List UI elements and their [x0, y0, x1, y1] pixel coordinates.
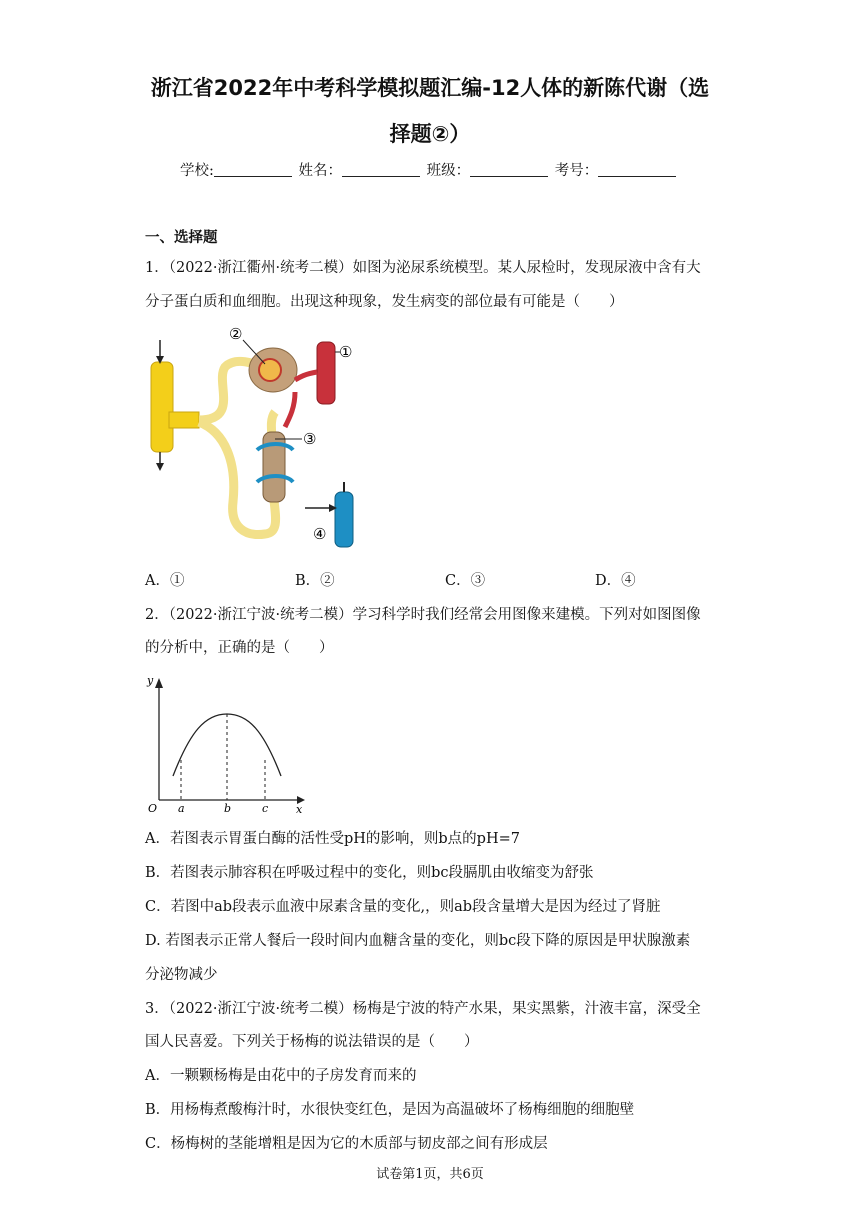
school-blank[interactable] — [214, 162, 292, 177]
student-info-row — [180, 159, 678, 180]
q2-stem-line2: 的分析中，正确的是（ ） — [145, 640, 334, 656]
renal-artery-shape — [317, 342, 335, 404]
page-title-line2: 择题②） — [389, 122, 471, 146]
artery-branch-shape — [295, 372, 317, 380]
arrow-head-icon — [156, 463, 164, 471]
name-blank[interactable] — [342, 162, 420, 177]
q2-option-d-line1[interactable]: D. 若图表示正常人餐后一段时间内血糖含量的变化，则bc段下降的原因是甲状腺激素 — [145, 933, 691, 949]
bladder-branch-shape — [169, 412, 199, 428]
exam-no-blank[interactable] — [598, 162, 676, 177]
exam-no-label: 考号： — [554, 163, 599, 179]
label-1: ① — [339, 343, 353, 361]
q3-stem-line2: 国人民喜爱。下列关于杨梅的说法错误的是（ ） — [145, 1034, 479, 1050]
renal-vein-shape — [335, 492, 353, 547]
q1-option-a[interactable]: A．① — [145, 573, 185, 589]
q2-option-d-line2[interactable]: 分泌物减少 — [145, 967, 218, 983]
q1-stem-line1: 1．（2022·浙江衢州·统考二模）如图为泌尿系统模型。某人尿检时，发现尿液中含有大 — [145, 260, 701, 276]
point-c-label: c — [262, 802, 269, 814]
x-axis-label: x — [296, 803, 303, 814]
q1-option-c[interactable]: C．③ — [445, 573, 486, 589]
curve-graph — [145, 672, 310, 814]
q3-option-a[interactable]: A．一颗颗杨梅是由花中的子房发育而来的 — [145, 1068, 417, 1084]
class-label: 班级： — [426, 163, 471, 179]
point-b-label: b — [224, 802, 232, 814]
label-4: ④ — [313, 525, 327, 543]
section-heading: 一、选择题 — [145, 230, 218, 246]
y-axis-label: y — [147, 674, 154, 687]
efferent-vessel-shape — [285, 392, 295, 427]
q3-option-b[interactable]: B．用杨梅煮酸梅汁时，水很快变红色，是因为高温破坏了杨梅细胞的细胞壁 — [145, 1102, 635, 1118]
school-label: 学校: — [180, 163, 214, 179]
label-2: ② — [229, 325, 243, 343]
q2-option-b[interactable]: B．若图表示肺容积在呼吸过程中的变化，则bc段膈肌由收缩变为舒张 — [145, 865, 594, 881]
urinary-system-diagram — [145, 322, 370, 557]
page-footer: 试卷第1页，共6页 — [376, 1167, 484, 1182]
name-label: 姓名： — [298, 163, 342, 179]
q3-option-c[interactable]: C．杨梅树的茎能增粗是因为它的木质部与韧皮部之间有形成层 — [145, 1136, 548, 1152]
q2-option-c[interactable]: C．若图中ab段表示血液中尿素含量的变化,，则ab段含量增大是因为经过了肾脏 — [145, 899, 661, 915]
q2-stem-line1: 2．（2022·浙江宁波·统考二模）学习科学时我们经常会用图像来建模。下列对如图图像 — [145, 607, 701, 623]
glomerulus-shape — [259, 359, 281, 381]
class-blank[interactable] — [470, 162, 548, 177]
q3-stem-line1: 3．（2022·浙江宁波·统考二模）杨梅是宁波的特产水果，果实黑紫，汁液丰富，深受全 — [145, 1001, 701, 1017]
q1-stem-line2: 分子蛋白质和血细胞。出现这种现象，发生病变的部位最有可能是（ ） — [145, 294, 624, 310]
point-a-label: a — [178, 802, 185, 814]
page-title-line1: 浙江省2022年中考科学模拟题汇编-12人体的新陈代谢（选 — [150, 76, 710, 100]
origin-label: O — [148, 802, 158, 814]
label-3: ③ — [303, 430, 317, 448]
bladder-tube-shape — [151, 362, 173, 452]
q2-option-a[interactable]: A．若图表示胃蛋白酶的活性受pH的影响，则b点的pH=7 — [145, 831, 520, 847]
q1-option-b[interactable]: B．② — [295, 573, 335, 589]
y-axis-arrow-icon — [155, 678, 163, 688]
q1-option-d[interactable]: D．④ — [595, 573, 636, 589]
